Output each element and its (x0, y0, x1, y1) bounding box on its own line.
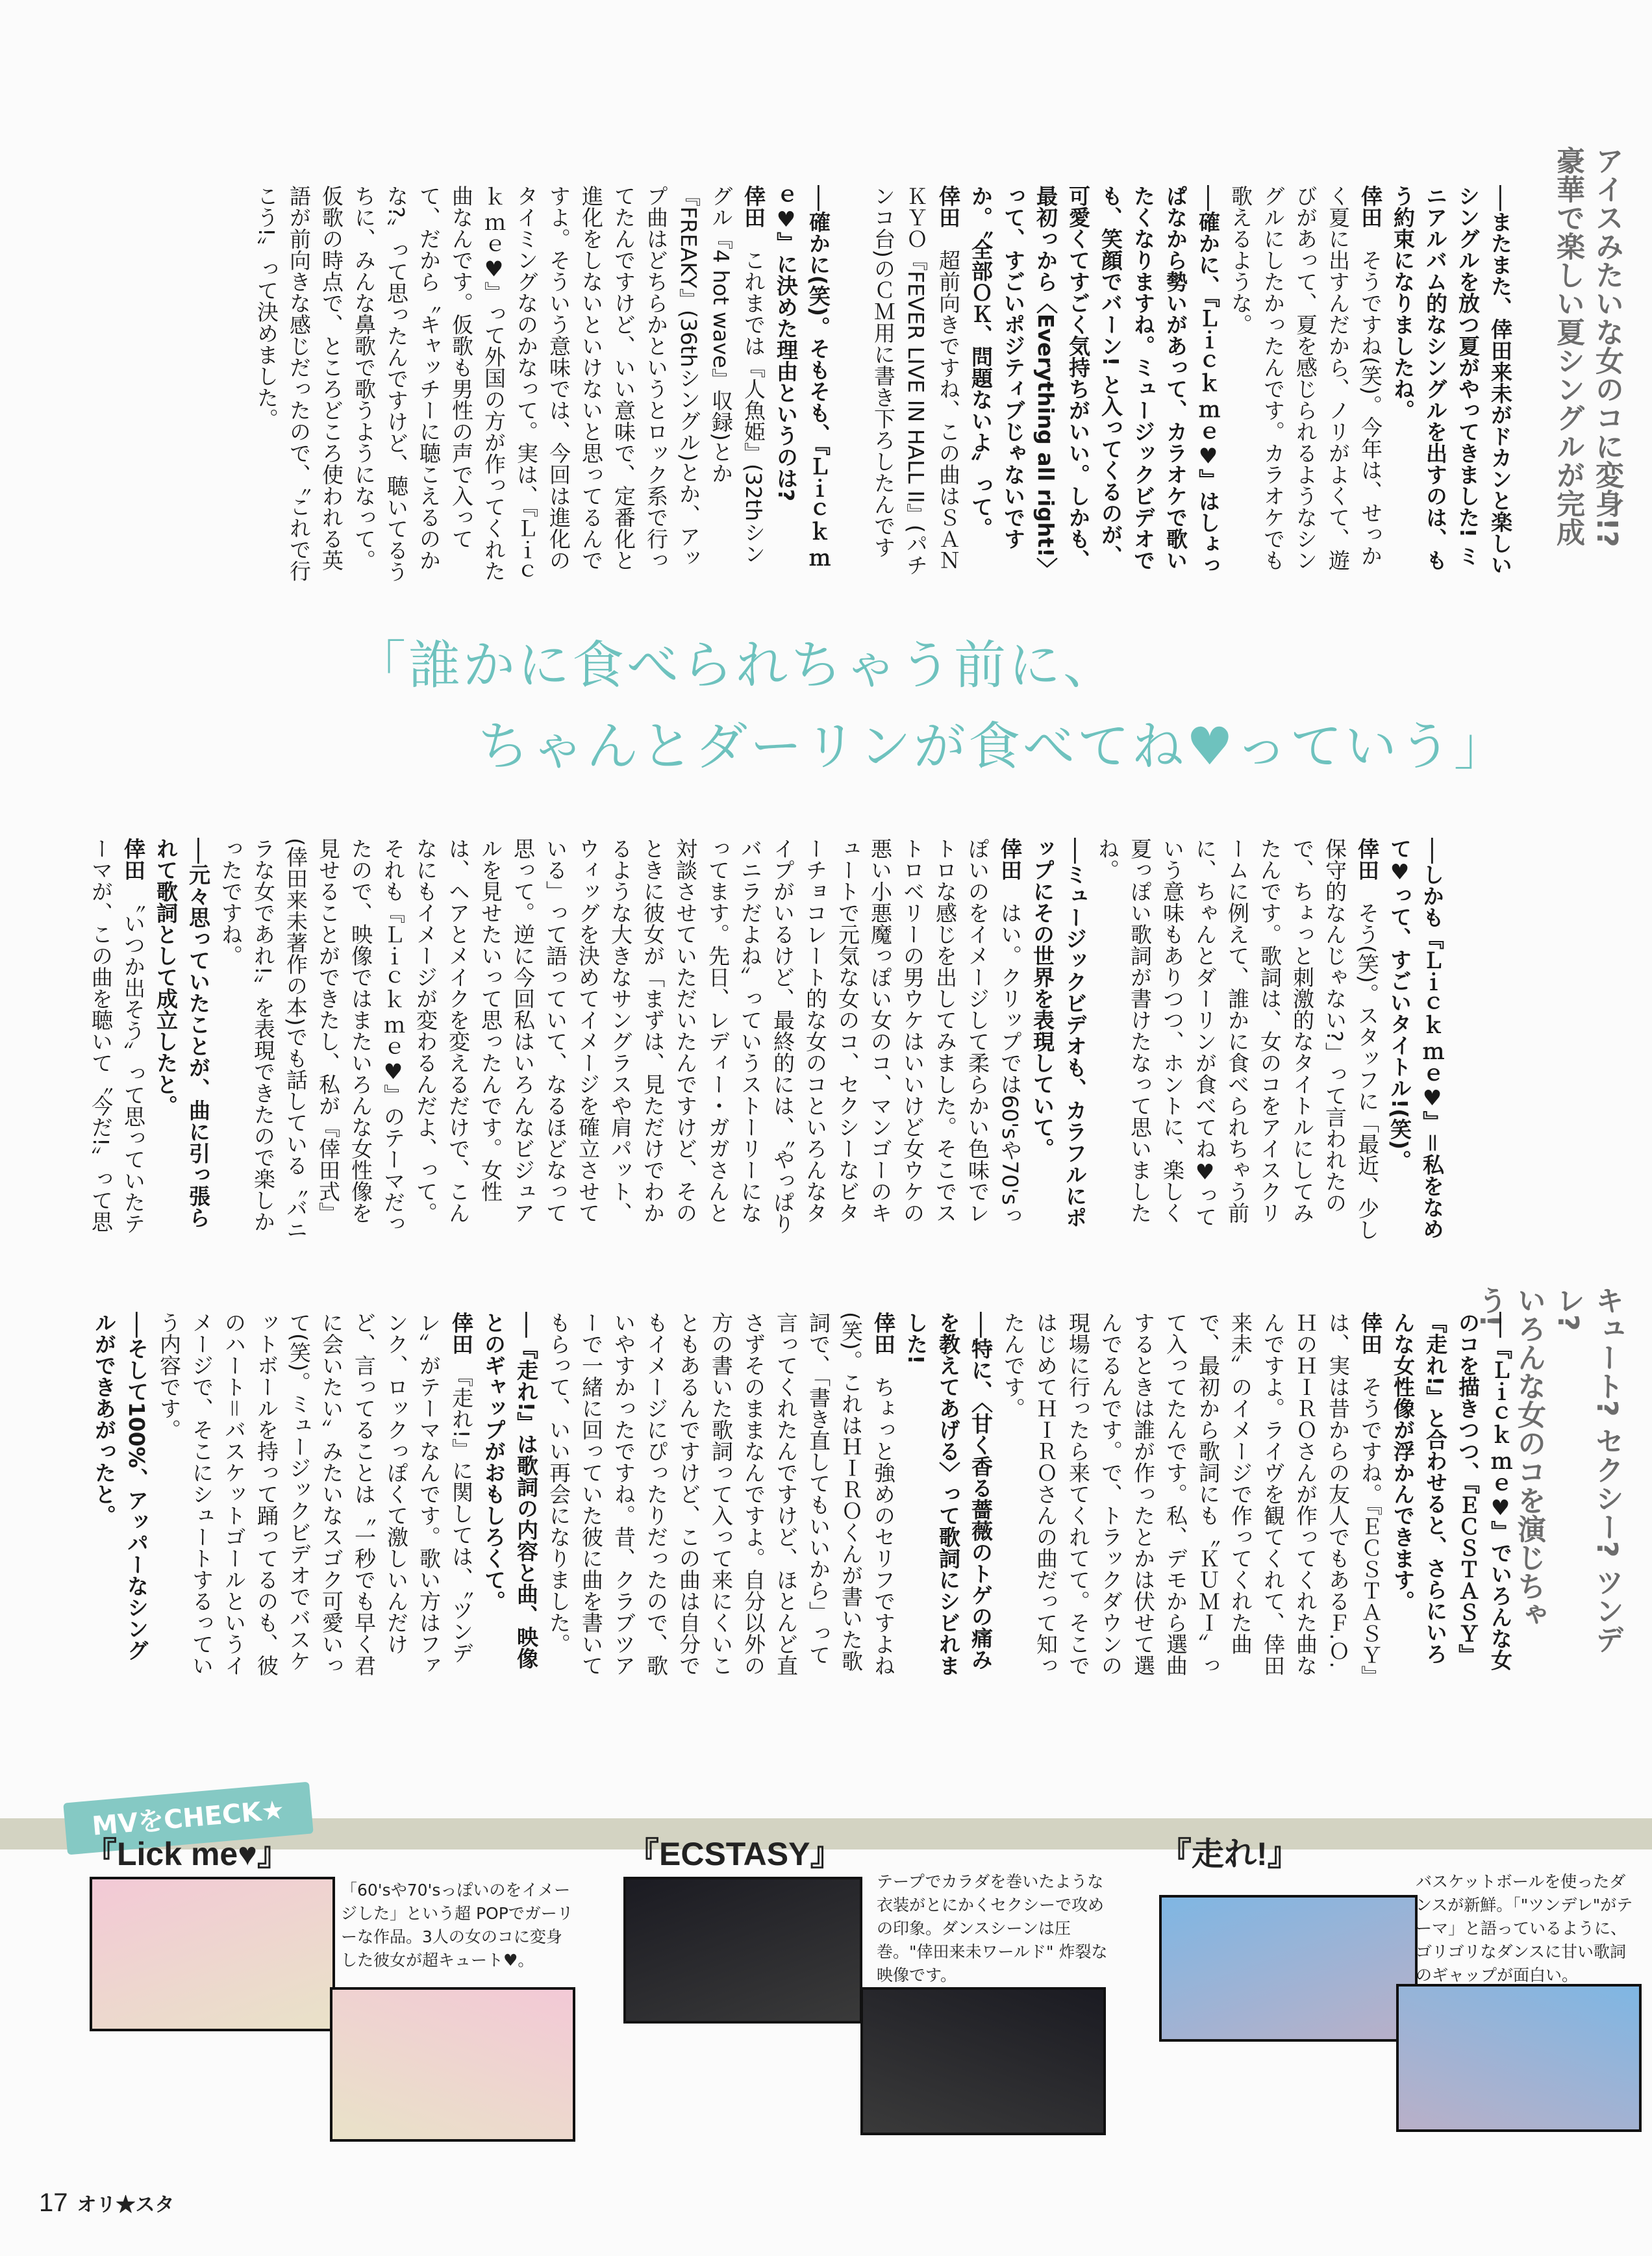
page-footer (39, 2188, 175, 2218)
interview-answer (153, 1312, 477, 1682)
mv-photo-ecstasy-1 (623, 1877, 862, 2024)
answer-text: 『走れ!』に関しては、〝ツンデレ〟がテーマなんです。歌い方はファンク、ロックっぽくて激しいんだけど、言ってることは〝一秒でも早く君に会いたい〟みたいなスゴク可愛いって(笑)。ミュージックビデオでバスケットボールを持って踊ってるのも、彼のハート＝バスケットゴールというイメージで、そこにシュートするっていう内容です。 (156, 1312, 474, 1676)
section1-heading-line1: アイスみたいな女のコに変身!? (1590, 146, 1623, 547)
section1-heading-line2: 豪華で楽しい夏シングルが完成 (1551, 146, 1584, 546)
mv-photo-lickme-1 (90, 1877, 335, 2031)
interview-answer (867, 185, 964, 584)
interview-question: ──確かに(笑)。そもそも、『Ｌｉｃｋ ｍｅ♥』に決めた理由というのは? (773, 185, 831, 570)
answer-text: そう(笑)。スタッフに「最近、少し保守的なんじゃない?」って言われたので、ちょっと刺激的なタイトルにしてみたんです。歌詞は、女のコをアイスクリームに例えて、誰かに食べられちゃう前に、ちゃんとダーリンが食べてね♥っていう意味もありつつ、ホントに、楽しく夏っぽい歌詞が書けたなって思いましたね。 (1095, 838, 1380, 1240)
pull-quote-line1: 「誰かに食べられちゃう前に、 (354, 635, 1118, 696)
mv-photo-ecstasy-2 (860, 1987, 1106, 2135)
answer-text: そうですね。『ＥＣＳＴＡＳＹ』は、実は昔からの友人でもあるＦ.Ｏ.ＨのＨＩＲＯさんが作ってくれた曲なんですよ。ライヴを観てくれて、倖田来未〟のイメージで作ってくれた曲で、最初から歌詞にも〝ＫＵＭＩ〟って入ってたんです。私、デモから選曲するときは誰が作ったとかは伏せて選んでるんです。で、トラックダウンの現場に行ったら来てくれてて。そこではじめてＨＩＲＯさんの曲だって知ったんです。 (1001, 1312, 1383, 1676)
pull-quote (354, 623, 1508, 779)
heart-icon: ♥ (1186, 716, 1236, 777)
speaker-name: 倖田 (997, 838, 1023, 902)
interview-question: ──『Ｌｉｃｋ ｍｅ♥』でいろんな女のコを描きつつ、『ＥＣＳＴＡＳＹ』『走れ!』と合わせると、さらにいろんな女性像が浮かんできます。 (1390, 1312, 1513, 1671)
interview-question: ──そして100%、アッパーなシングルができあがったと。 (92, 1312, 149, 1661)
interview-answer (250, 185, 770, 584)
interview-question: ──またまた、倖田来未がドカンと楽しいシングルを放つ夏がやってきました! ミニアルバム的なシングルを出すのは、もう約束になりましたね。 (1390, 185, 1513, 575)
speaker-name: 倖田 (1358, 1312, 1383, 1376)
interview-question: ──『走れ!』は歌詞の内容と曲、映像とのギャップがおもしろくて。 (481, 1312, 539, 1669)
mv-photo-hashire-1 (1159, 1895, 1418, 2042)
section1-column-2 (88, 185, 834, 584)
speaker-name: 倖田 (741, 185, 766, 249)
mv-photo-lickme-2 (330, 1987, 575, 2142)
mv-title-hashire: 『走れ!』 (1159, 1836, 1300, 1872)
speaker-name: 倖田 (936, 185, 961, 249)
section2-heading-line2: いろんな女のコを演じちゃう! (1473, 1286, 1546, 1629)
speaker-name: 倖田 (1355, 838, 1380, 902)
interview-question: ──特に、〈甘く香る薔薇のトゲの痛みを教えてあげる〉って歌詞にシビれました! (903, 1312, 994, 1676)
answer-text: 超前向きですね、この曲はＳＡＮＫＹＯ『FEVER LIVE IN HALL II』(パチンコ台)のＣＭ用に書き下ろしたんです (871, 185, 961, 576)
answer-text: はい。クリップでは60'sや70'sっぽいのをイメージして柔らかい色味でレトロな感じを出してみました。そこでストロベリーの男ウケはいいけど女ウケの悪い小悪魔っぽい女のコ、マンゴーのキュートで元気な女のコ、セクシーなビターチョコレート的な女のコといろんなタイプがいるけど、最終的には、〝やっぱりバニラだよね〟っていうストーリーになってます。先日、レディー・ガガさんと対談させていただいたんですけど、そのときに彼女が「まずは、見ただけでわかるような大きなサングラスや肩パット、ウィッグを決めてイメージを確立させている」って語っていて、なるほどなって思って。逆に今回私はいろんなビジュアルを見せたいって思ったんです。女性は、ヘアとメイクを変えるだけで、こんなにもイメージが変わるんだよ、って。それも『Ｌｉｃｋ ｍｅ♥』のテーマだったので、映像ではまたいろんな女性像を見せることができたし、私が『倖田式』(倖田来未著作の本)でも話している〝バニラな女であれ!〟を表現できたので楽しかったですね。 (218, 838, 1023, 1240)
interview-answer (542, 1312, 899, 1682)
pull-quote-line2a: ちゃんとダーリンが食べてね (477, 716, 1186, 777)
mv-caption-hashire: バスケットボールを使ったダンスが新鮮。「"ツンデレ"がテーマ」と語っているように、ゴリゴリなダンスに甘い歌詞のギャップが面白い。 (1416, 1872, 1633, 1985)
interview-answer (1224, 185, 1386, 584)
mv-check-tag: MVをCHECK★ (63, 1782, 314, 1855)
answer-text: ちょっと強めのセリフですよね(笑)。これはＨＩＲＯくんが書いた歌詞で、「書き直してもいいから」って言ってくれたんですけど、ほとんど直さずそのままなんですよ。自分以外の方の書いた歌詞って入って来にくいこともあるんですけど、この曲は自分でもイメージにぴったりだったので、歌いやすかったですね。昔、クラブツアーで一緒に回っていた彼に曲を書いてもらって、いい再会になりました。 (546, 1312, 896, 1676)
answer-text: そうですね(笑)。今年は、せっかく夏に出すんだから、ノリがよくて、遊びがあって、夏を感じられるようなシングルにしたかったんです。カラオケでも歌えるような。 (1228, 185, 1383, 571)
mv-photo-hashire-2 (1396, 1984, 1642, 2132)
speaker-name: 倖田 (449, 1312, 474, 1376)
interview-answer (214, 838, 1026, 1240)
answer-text: 〝いつか出そう〟って思っていたテーマが、この曲を聴いて〝今だ!〟って思 (88, 838, 146, 1235)
mv-caption-lickme: 「60'sや70'sっぽいのをイメージした」という超 POPでガーリーな作品。3人の女のコに変身した彼女が超キュート♥。 (341, 1881, 573, 1970)
section1-heading (1548, 146, 1626, 568)
answer-text: これまでは『人魚姫』(32thシングル『4 hot wave』収録)とか『FREAKY』(36thシングル)とか、アップ曲はどちらかというとロック系で行ってたんですけど、いい意味で、定番化と進化をしないといけないと思ってるんですよ。そういう意味では、今回は進化のタイミングなのかなって。実は、『Ｌｉｃｋ ｍｅ♥』って外国の方が作ってくれた曲なんです。仮歌も男性の声で入ってて、だから〝キャッチーに聴こえるのかな?〟って思ったんですけど、聴いてるうちに、みんな鼻歌で歌うようになって。仮歌の時点で、ところどころ使われる英語が前向きな感じだったので、〝これで行こう!〟って決めました。 (254, 185, 766, 583)
magazine-name: オリ★スタ (77, 2194, 175, 2216)
pull-quote-line2b: っていう」 (1235, 716, 1508, 777)
speaker-name: 倖田 (871, 1312, 896, 1376)
interview-answer (1091, 838, 1383, 1240)
speaker-name: 倖田 (121, 838, 146, 902)
interview-question: ──しかも『Ｌｉｃｋ ｍｅ♥』＝私をなめて♥って、すごいタイトル!(笑)。 (1387, 838, 1445, 1240)
section2-column-1 (84, 838, 1448, 1240)
page-number: 17 (39, 2188, 68, 2217)
mv-title-lickme: 『Lick me♥』 (84, 1836, 290, 1872)
interview-question: ──確かに、『Ｌｉｃｋ ｍｅ♥』はしょっぱなから勢いがあって、カラオケで歌いたくなりますね。ミュージックビデオでも、笑顔でバーン! と入ってくるのが、可愛くてすごく気持ちがいい。しかも、最初っから〈Everything all right!〉って、すごいポジティブじゃないですか。〝全部ＯＫ、問題ないよ〟って。 (968, 185, 1221, 579)
interview-question: ──元々思っていたことが、曲に引っ張られて歌詞として成立したと。 (153, 838, 211, 1228)
section1-column-1 (867, 185, 1516, 584)
mv-title-ecstasy: 『ECSTASY』 (627, 1836, 843, 1872)
interview-answer (84, 838, 149, 1240)
mv-caption-ecstasy: テープでカラダを巻いたような衣装がとにかくセクシーで攻めの印象。ダンスシーンは圧巻。"倖田来未ワールド" 炸裂な映像です。 (877, 1872, 1108, 1985)
section2-heading-line1: キュート? セクシー? ツンデレ? (1551, 1286, 1623, 1653)
speaker-name: 倖田 (1358, 185, 1383, 249)
interview-question: ──ミュージックビデオも、カラフルにポップにその世界を表現していて。 (1030, 838, 1088, 1228)
section2-column-2 (88, 1312, 1516, 1682)
interview-answer (997, 1312, 1386, 1682)
